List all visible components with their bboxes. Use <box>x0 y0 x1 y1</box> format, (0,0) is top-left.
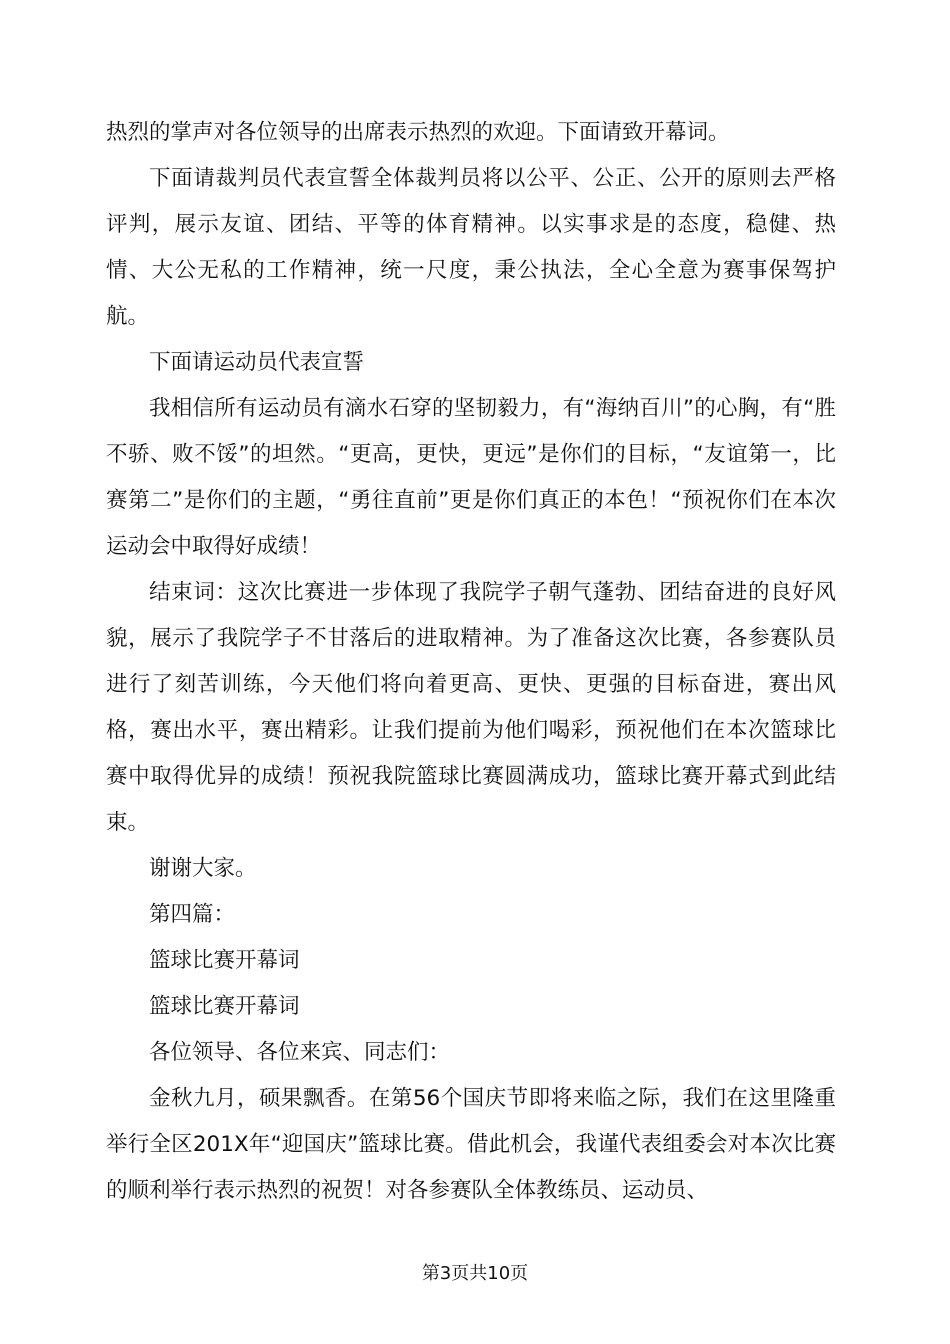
salutation: 各位领导、各位来宾、同志们： <box>149 1040 451 1065</box>
page-number-footer: 第3页共10页 <box>421 1263 529 1284</box>
paragraph-1: 热烈的掌声对各位领导的出席表示热烈的欢迎。下面请致开幕词。 <box>106 120 730 145</box>
paragraph-4: 我相信所有运动员有滴水石穿的坚韧毅力，有“海纳百川”的心胸，有“胜不骄、败不馁”的坦然。“更高，更快，更远”是你们的目标，“友谊第一，比赛第二”是你们的主题，“勇往直前”更是你们真正的本色！“预祝你们在本次运动会中取得好成绩！ <box>106 396 836 559</box>
title-line-1: 篮球比赛开幕词 <box>149 948 300 973</box>
paragraph-3: 下面请运动员代表宣誓 <box>149 350 365 375</box>
title-line-2: 篮球比赛开幕词 <box>149 994 300 1019</box>
document-body <box>106 110 836 1214</box>
section-heading: 第四篇： <box>149 902 236 927</box>
paragraph-11: 金秋九月，硕果飘香。在第56个国庆节即将来临之际，我们在这里隆重举行全区201X年“迎国庆”篮球比赛。借此机会，我谨代表组委会对本次比赛的顺利举行表示热烈的祝贺！对各参赛队全体教练员、运动员、 <box>106 1086 836 1203</box>
paragraph-5: 结束词：这次比赛进一步体现了我院学子朝气蓬勃、团结奋进的良好风貌，展示了我院学子不甘落后的进取精神。为了准备这次比赛，各参赛队员进行了刻苦训练，今天他们将向着更高、更快、更强的目标奋进，赛出风格，赛出水平，赛出精彩。让我们提前为他们喝彩，预祝他们在本次篮球比赛中取得优异的成绩！预祝我院篮球比赛圆满成功，篮球比赛开幕式到此结束。 <box>106 580 836 835</box>
paragraph-2: 下面请裁判员代表宣誓全体裁判员将以公平、公正、公开的原则去严格评判，展示友谊、团结、平等的体育精神。以实事求是的态度，稳健、热情、大公无私的工作精神，统一尺度，秉公执法，全心全意为赛事保驾护航。 <box>106 166 836 329</box>
paragraph-6: 谢谢大家。 <box>149 856 257 881</box>
